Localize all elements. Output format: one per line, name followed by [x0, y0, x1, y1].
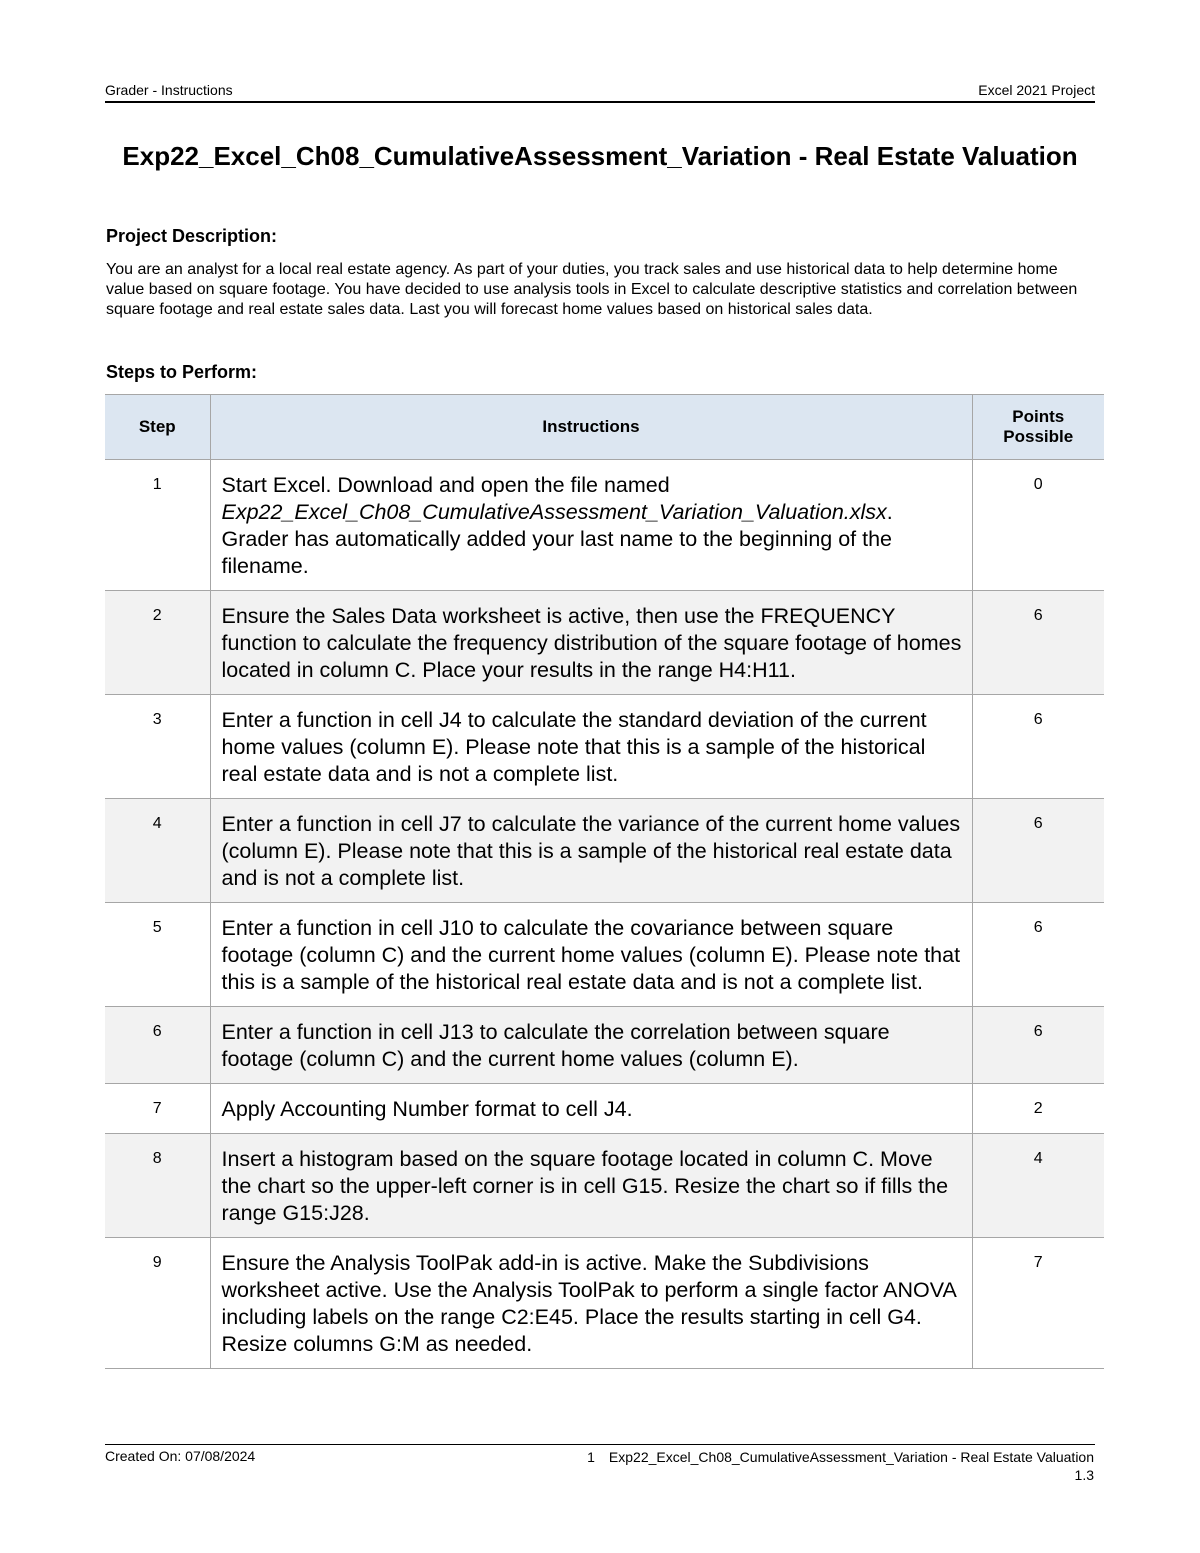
step-instruction: Enter a function in cell J7 to calculate the variance of the current home values (column E). Please note that this is a sample of the historical real estate data and is not a complete list.: [210, 799, 972, 903]
document-title: Exp22_Excel_Ch08_CumulativeAssessment_Variation - Real Estate Valuation: [122, 141, 1078, 171]
footer-created-date: Created On: 07/08/2024: [105, 1448, 256, 1464]
step-instruction: Ensure the Analysis ToolPak add-in is active. Make the Subdivisions worksheet active. Use the Analysis ToolPak to perform a single factor ANOVA including labels on the range C2:E45. Place the results starting in cell G4. Resize columns G:M as needed.: [210, 1238, 972, 1369]
instruction-text: Start Excel. Download and open the file named: [221, 473, 670, 497]
step-points: 7: [972, 1238, 1104, 1369]
header-left-text: Grader - Instructions: [105, 82, 233, 98]
step-number: 6: [105, 1007, 210, 1084]
step-instruction: Enter a function in cell J10 to calculate the covariance between square footage (column C) and the current home values (column E). Please note that this is a sample of the historical real estate data and is not a complete list.: [210, 903, 972, 1007]
table-row: [105, 460, 1104, 591]
footer-page-number: 1: [587, 1449, 595, 1465]
step-points: 6: [972, 591, 1104, 695]
step-points: 4: [972, 1134, 1104, 1238]
page-header: [105, 82, 1095, 102]
footer-document-info: [574, 1448, 1094, 1484]
footer-divider: [105, 1444, 1095, 1445]
points-header-label: Points Possible: [1003, 407, 1074, 446]
step-points: 6: [972, 903, 1104, 1007]
step-points: 6: [972, 1007, 1104, 1084]
steps-table: [105, 394, 1104, 1369]
table-row: [105, 799, 1104, 903]
header-divider: [105, 101, 1095, 103]
table-row: [105, 1134, 1104, 1238]
table-row: [105, 1084, 1104, 1134]
step-number: 9: [105, 1238, 210, 1369]
step-number: 1: [105, 460, 210, 591]
table-header-row: [105, 395, 1104, 460]
instruction-text-continued: . Grader has automatically added your last name to the beginning of the filename.: [221, 500, 893, 578]
steps-heading: Steps to Perform:: [106, 362, 258, 382]
step-number: 3: [105, 695, 210, 799]
column-header-instructions: Instructions: [210, 395, 972, 460]
table-row: [105, 903, 1104, 1007]
step-points: 0: [972, 460, 1104, 591]
step-instruction: [210, 460, 972, 591]
header-right-text: Excel 2021 Project: [978, 82, 1095, 98]
column-header-step: Step: [105, 395, 210, 460]
step-number: 7: [105, 1084, 210, 1134]
filename-text: Exp22_Excel_Ch08_CumulativeAssessment_Variation_Valuation.xlsx: [221, 500, 887, 524]
step-instruction: Apply Accounting Number format to cell J4.: [210, 1084, 972, 1134]
step-instruction: Enter a function in cell J4 to calculate the standard deviation of the current home values (column E). Please note that this is a sample of the historical real estate data and is not a complete list.: [210, 695, 972, 799]
step-points: 6: [972, 799, 1104, 903]
table-row: [105, 695, 1104, 799]
footer-document-name: Exp22_Excel_Ch08_CumulativeAssessment_Variation - Real Estate Valuation 1.3: [608, 1449, 1094, 1483]
table-row: [105, 1238, 1104, 1369]
step-points: 2: [972, 1084, 1104, 1134]
step-number: 4: [105, 799, 210, 903]
project-description-heading: Project Description:: [106, 226, 278, 246]
project-description-text: You are an analyst for a local real estate agency. As part of your duties, you track sales and use historical data to help determine home value based on square footage. You have decided to use analysis tools in Excel to calculate descriptive statistics and correlation between square footage and real estate sales data. Last you will forecast home values based on historical sales data.: [106, 261, 1078, 318]
step-number: 8: [105, 1134, 210, 1238]
step-points: 6: [972, 695, 1104, 799]
step-number: 5: [105, 903, 210, 1007]
step-number: 2: [105, 591, 210, 695]
column-header-points: [972, 395, 1104, 460]
table-row: [105, 591, 1104, 695]
step-instruction: Ensure the Sales Data worksheet is active, then use the FREQUENCY function to calculate the frequency distribution of the square footage of homes located in column C. Place your results in the range H4:H11.: [210, 591, 972, 695]
table-row: [105, 1007, 1104, 1084]
step-instruction: Enter a function in cell J13 to calculate the correlation between square footage (column C) and the current home values (column E).: [210, 1007, 972, 1084]
step-instruction: Insert a histogram based on the square footage located in column C. Move the chart so the upper-left corner is in cell G15. Resize the chart so if fills the range G15:J28.: [210, 1134, 972, 1238]
